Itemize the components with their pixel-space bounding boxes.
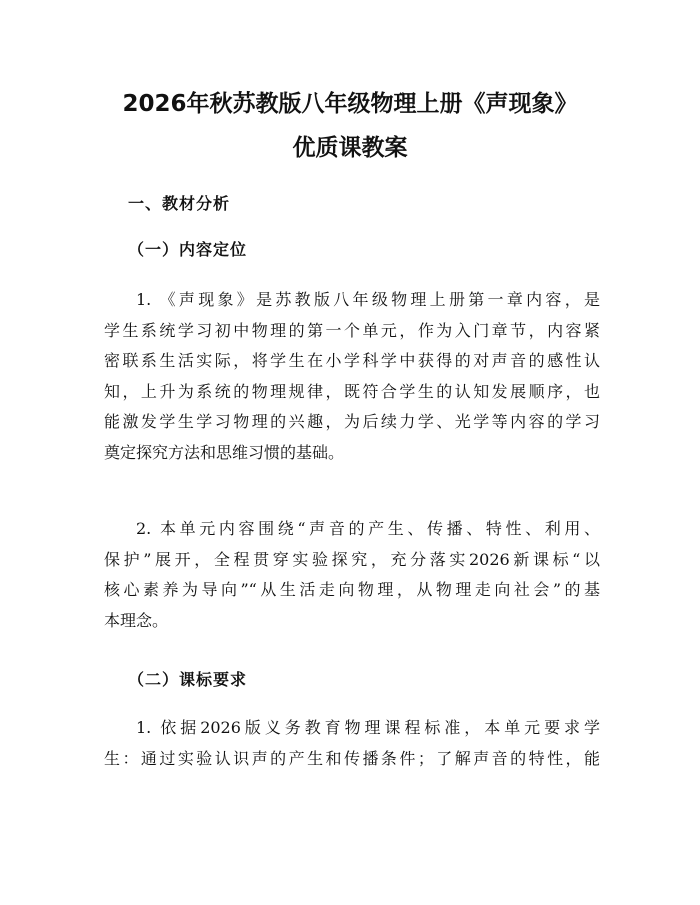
text-line: 1. 《声现象》是苏教版八年级物理上册第一章内容，是 <box>136 290 600 309</box>
text-line: 1. 依据2026版义务教育物理课程标准，本单元要求学 <box>136 718 600 737</box>
document-title-line-1: 2026年秋苏教版八年级物理上册《声现象》 <box>122 91 578 117</box>
subsection-heading-content-positioning: （一）内容定位 <box>128 240 248 259</box>
text-line: 2. 本单元内容围绕“声音的产生、传播、特性、利用、 <box>136 519 600 538</box>
subsection-heading-curriculum-requirements: （二）课标要求 <box>128 670 248 689</box>
text-line: 知，上升为系统的物理规律，既符合学生的认知发展顺序，也 <box>104 381 600 401</box>
document-title-line-2: 优质课教案 <box>292 135 408 161</box>
text-line: 学生系统学习初中物理的第一个单元，作为入门章节，内容紧 <box>104 320 600 340</box>
text-line: 奠定探究方法和思维习惯的基础。 <box>104 442 345 462</box>
text-line: 生：通过实验认识声的产生和传播条件；了解声音的特性，能 <box>104 748 600 768</box>
paragraph-content-positioning-1 <box>104 285 600 468</box>
text-line: 能激发学生学习物理的兴趣，为后续力学、光学等内容的学习 <box>104 412 600 431</box>
section-heading-textbook-analysis: 一、教材分析 <box>128 194 231 213</box>
text-line: 保护”展开，全程贯穿实验探究，充分落实2026新课标“以 <box>104 549 600 569</box>
paragraph-content-positioning-2 <box>104 514 600 636</box>
paragraph-curriculum-requirements-1 <box>104 713 600 774</box>
text-line: 密联系生活实际，将学生在小学科学中获得的对声音的感性认 <box>104 351 600 370</box>
text-line: 核心素养为导向”“从生活走向物理，从物理走向社会”的基 <box>104 580 600 599</box>
text-line: 本理念。 <box>104 610 169 630</box>
